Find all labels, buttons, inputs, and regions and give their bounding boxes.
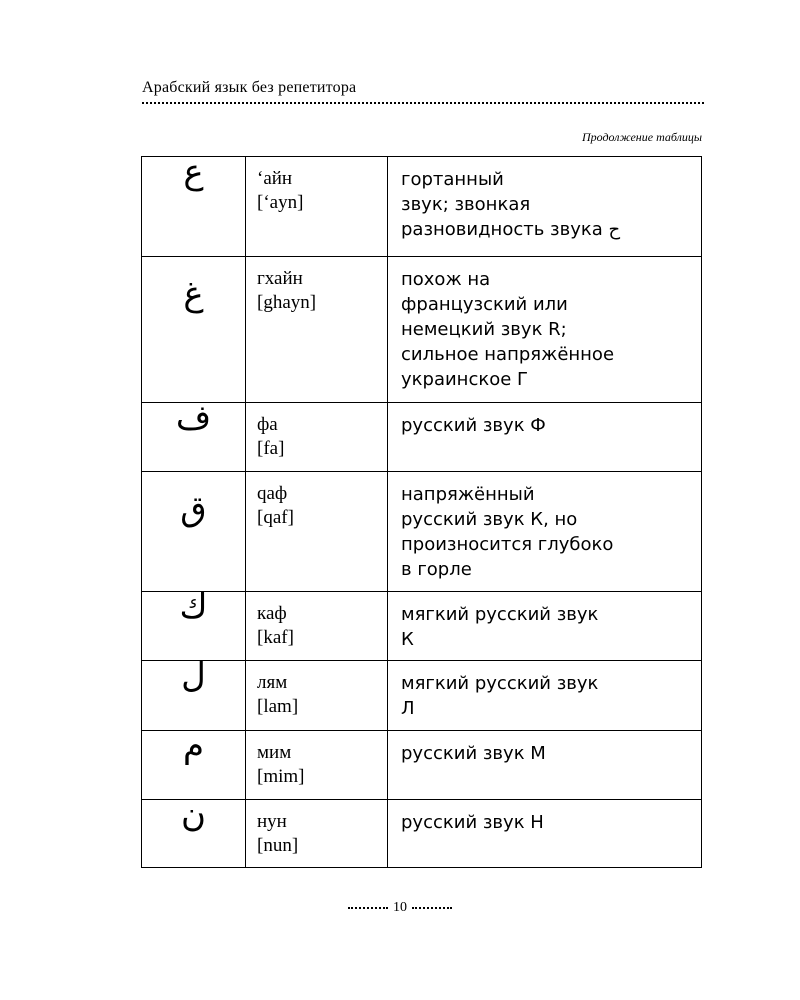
arabic-letter-cell [142,726,246,800]
pronunciation-cell [388,472,702,592]
arabic-letter: ل [181,656,206,696]
letter-name-ru: мим [257,742,292,763]
inline-arabic-letter: ح [608,219,621,240]
footer-dots-right [412,907,452,909]
arabic-letter: ك [179,587,208,627]
arabic-letter: م [182,726,205,766]
description-line: немецкий звук R; [401,319,567,340]
arabic-letter-cell [142,656,246,731]
description-line: К [401,629,414,650]
table-row [142,661,702,731]
description-line: произносится глубоко [401,534,614,555]
description-line: звук; звонкая [401,194,531,215]
description-line: русский звук Н [401,812,544,833]
letter-name-ru: лям [257,672,288,693]
table-row [142,157,702,257]
description-line: напряжённый [401,484,535,505]
letter-transliteration: [ghayn] [257,292,317,313]
table-row [142,731,702,800]
letter-name-cell [246,661,388,731]
description-line: русский звук М [401,743,546,764]
letter-name-ru: ‘айн [257,168,293,189]
arabic-letter: ف [175,398,212,438]
table-row [142,403,702,472]
description-text: разновидность звука [401,219,603,240]
description-line: мягкий русский звук [401,604,599,625]
letter-name-cell [246,592,388,661]
table-continuation-note: Продолжение таблицы [581,130,702,144]
pronunciation-cell [388,592,702,661]
table-row [142,800,702,868]
letter-name-cell [246,157,388,257]
arabic-letter-cell [142,587,246,661]
pronunciation-cell [388,661,702,731]
arabic-letter-cell [142,472,246,592]
letter-name-cell [246,257,388,403]
description-line: русский звук К, но [401,509,578,530]
description-line [401,217,695,242]
letter-name-ru: каф [257,603,287,624]
letter-transliteration: [nun] [257,835,299,856]
description-line: в горле [401,559,472,580]
footer-dots-left [348,907,388,909]
letter-transliteration: [‘ayn] [257,192,304,213]
page-number: 10 [393,900,407,915]
arabic-letter-cell [142,795,246,868]
page-number-footer [0,900,800,916]
header-dotted-rule [142,102,704,104]
arabic-letter: غ [183,274,204,314]
letter-name-cell [246,800,388,868]
description-line: Л [401,698,415,719]
pronunciation-cell [388,731,702,800]
arabic-letter: ن [181,795,206,835]
pronunciation-cell [388,403,702,472]
letter-name-ru: фа [257,414,278,435]
description-line: русский звук Ф [401,415,546,436]
pronunciation-cell [388,257,702,403]
alphabet-table [141,152,702,868]
letter-transliteration: [qaf] [257,507,294,528]
letter-name-ru: нун [257,811,287,832]
arabic-letter: ق [180,489,207,529]
description-line: гортанный [401,169,504,190]
table-row [142,472,702,592]
pronunciation-cell [388,800,702,868]
letter-name-cell [246,472,388,592]
letter-transliteration: [kaf] [257,627,294,648]
letter-transliteration: [mim] [257,766,305,787]
letter-name-cell [246,403,388,472]
running-head: Арабский язык без репетитора [142,79,357,96]
description-line: похож на [401,269,491,290]
description-line: украинское Г [401,369,529,390]
arabic-letter-cell [142,152,246,257]
table-row [142,257,702,403]
description-line: сильное напряжённое [401,344,615,365]
description-line: французский или [401,294,568,315]
arabic-letter: ع [183,152,204,192]
letter-name-ru: гхайн [257,268,303,289]
letter-transliteration: [fa] [257,438,285,459]
description-line: мягкий русский звук [401,673,599,694]
pronunciation-cell [388,157,702,257]
table-row [142,592,702,661]
letter-name-ru: qaф [257,483,288,504]
arabic-letter-cell [142,398,246,472]
letter-transliteration: [lam] [257,696,299,717]
letter-name-cell [246,731,388,800]
arabic-letter-cell [142,257,246,403]
